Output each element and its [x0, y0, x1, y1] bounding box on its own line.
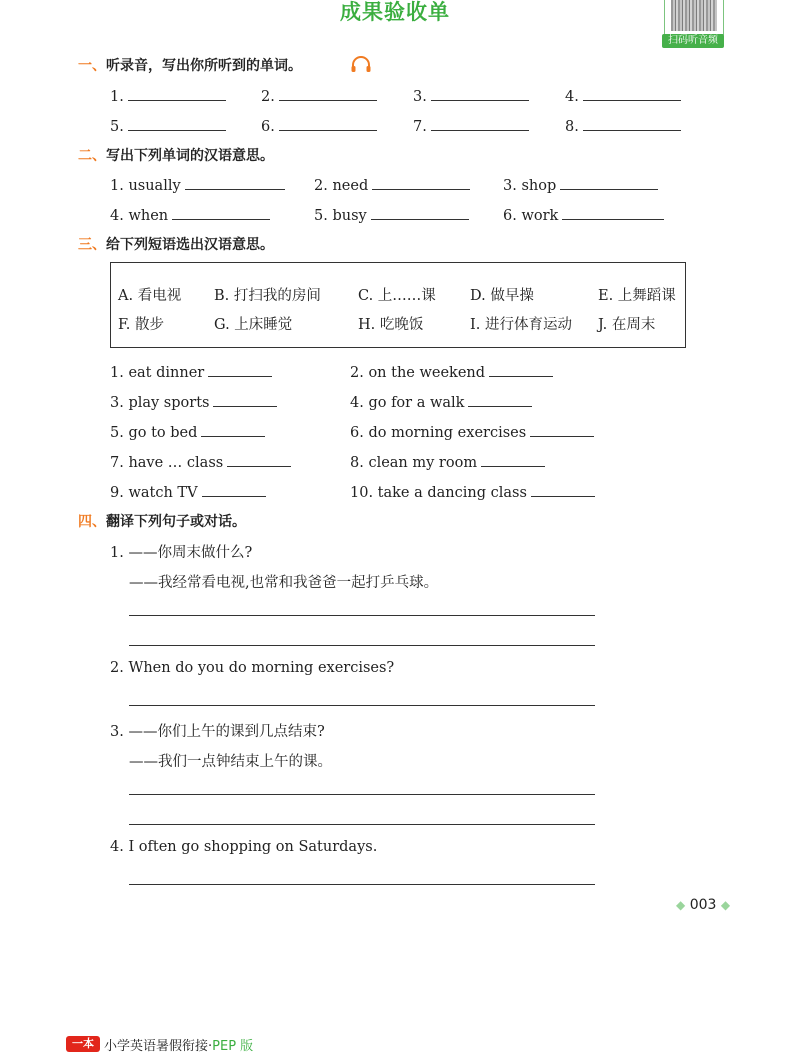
answer-blank[interactable]: [128, 116, 226, 131]
answer-blank[interactable]: [371, 205, 469, 220]
listen-item-1: 1.: [110, 86, 226, 105]
answer-blank[interactable]: [128, 86, 226, 101]
listen-item-3: 3.: [413, 86, 529, 105]
answer-line[interactable]: [129, 884, 595, 885]
option-j: J. 在周末: [598, 317, 656, 333]
listen-item-5: 5.: [110, 116, 226, 135]
translate-q1-line2: ——我经常看电视,也常和我爸爸一起打乒乓球。: [129, 575, 439, 591]
phrase-item-7: 7. have … class: [110, 452, 291, 471]
option-a: A. 看电视: [118, 288, 182, 304]
word-item-5: 5. busy: [314, 205, 469, 224]
phrase-item-9: 9. watch TV: [110, 482, 266, 501]
dot-icon: ◆: [676, 898, 686, 912]
option-b: B. 打扫我的房间: [214, 288, 321, 304]
answer-blank[interactable]: [468, 392, 532, 407]
answer-blank[interactable]: [227, 452, 291, 467]
section-3-heading: [78, 234, 274, 254]
phrase-item-2: 2. on the weekend: [350, 362, 553, 381]
qr-audio-label[interactable]: 扫码听音频: [662, 34, 724, 48]
phrase-item-5: 5. go to bed: [110, 422, 265, 441]
phrase-item-8: 8. clean my room: [350, 452, 545, 471]
section-4-title: 翻译下列句子或对话。: [106, 514, 246, 530]
answer-blank[interactable]: [208, 362, 272, 377]
page-number: ◆ 003 ◆: [676, 897, 731, 913]
word-item-3: 3. shop: [503, 175, 658, 194]
option-c: C. 上……课: [358, 288, 436, 304]
answer-blank[interactable]: [372, 175, 470, 190]
answer-blank[interactable]: [489, 362, 553, 377]
translate-q1-line1: 1. ——你周末做什么?: [110, 545, 253, 561]
answer-blank[interactable]: [172, 205, 270, 220]
phrase-item-10: 10. take a dancing class: [350, 482, 595, 501]
option-f: F. 散步: [118, 317, 165, 333]
answer-blank[interactable]: [431, 86, 529, 101]
answer-blank[interactable]: [562, 205, 664, 220]
word-item-1: 1. usually: [110, 175, 285, 194]
answer-line[interactable]: [129, 824, 595, 825]
listen-item-6: 6.: [261, 116, 377, 135]
word-item-4: 4. when: [110, 205, 270, 224]
section-1-title: 听录音，写出你所听到的单词。: [106, 58, 302, 74]
section-4-heading: [78, 511, 246, 531]
answer-line[interactable]: [129, 794, 595, 795]
publisher-logo: 一本: [66, 1036, 100, 1052]
qr-code-image[interactable]: [664, 0, 724, 35]
answer-blank[interactable]: [531, 482, 595, 497]
phrase-item-6: 6. do morning exercises: [350, 422, 594, 441]
word-item-6: 6. work: [503, 205, 664, 224]
answer-blank[interactable]: [583, 86, 681, 101]
section-1-number: 一、: [78, 58, 106, 74]
answer-blank[interactable]: [185, 175, 285, 190]
page-title: 成果验收单: [340, 0, 450, 24]
answer-line[interactable]: [129, 645, 595, 646]
word-item-2: 2. need: [314, 175, 470, 194]
section-4-number: 四、: [78, 514, 106, 530]
answer-blank[interactable]: [213, 392, 277, 407]
answer-blank[interactable]: [431, 116, 529, 131]
option-e: E. 上舞蹈课: [598, 288, 676, 304]
section-2-number: 二、: [78, 148, 106, 164]
section-1-heading: [78, 55, 302, 75]
answer-blank[interactable]: [481, 452, 545, 467]
section-3-title: 给下列短语选出汉语意思。: [106, 237, 274, 253]
answer-blank[interactable]: [279, 116, 377, 131]
section-3-number: 三、: [78, 237, 106, 253]
answer-blank[interactable]: [279, 86, 377, 101]
answer-blank[interactable]: [530, 422, 594, 437]
answer-blank[interactable]: [583, 116, 681, 131]
listen-item-2: 2.: [261, 86, 377, 105]
answer-line[interactable]: [129, 615, 595, 616]
phrase-item-4: 4. go for a walk: [350, 392, 532, 411]
option-h: H. 吃晚饭: [358, 317, 424, 333]
translate-q3-line2: ——我们一点钟结束上午的课。: [129, 754, 332, 770]
option-i: I. 进行体育运动: [470, 317, 572, 333]
section-2-heading: [78, 145, 274, 165]
listen-item-7: 7.: [413, 116, 529, 135]
answer-blank[interactable]: [202, 482, 266, 497]
headphones-icon[interactable]: [350, 55, 372, 73]
phrase-item-3: 3. play sports: [110, 392, 277, 411]
options-box: [110, 262, 686, 348]
dot-icon: ◆: [720, 898, 731, 912]
listen-item-4: 4.: [565, 86, 681, 105]
phrase-item-1: 1. eat dinner: [110, 362, 272, 381]
answer-line[interactable]: [129, 705, 595, 706]
book-title: 小学英语暑假衔接·PEP 版: [104, 1039, 254, 1054]
section-2-title: 写出下列单词的汉语意思。: [106, 148, 274, 164]
option-g: G. 上床睡觉: [214, 317, 293, 333]
translate-q4: 4. I often go shopping on Saturdays.: [110, 839, 378, 855]
listen-item-8: 8.: [565, 116, 681, 135]
answer-blank[interactable]: [201, 422, 265, 437]
option-d: D. 做早操: [470, 288, 534, 304]
qr-code-pattern: [671, 0, 717, 31]
translate-q3-line1: 3. ——你们上午的课到几点结束?: [110, 724, 325, 740]
answer-blank[interactable]: [560, 175, 658, 190]
translate-q2: 2. When do you do morning exercises?: [110, 660, 395, 676]
